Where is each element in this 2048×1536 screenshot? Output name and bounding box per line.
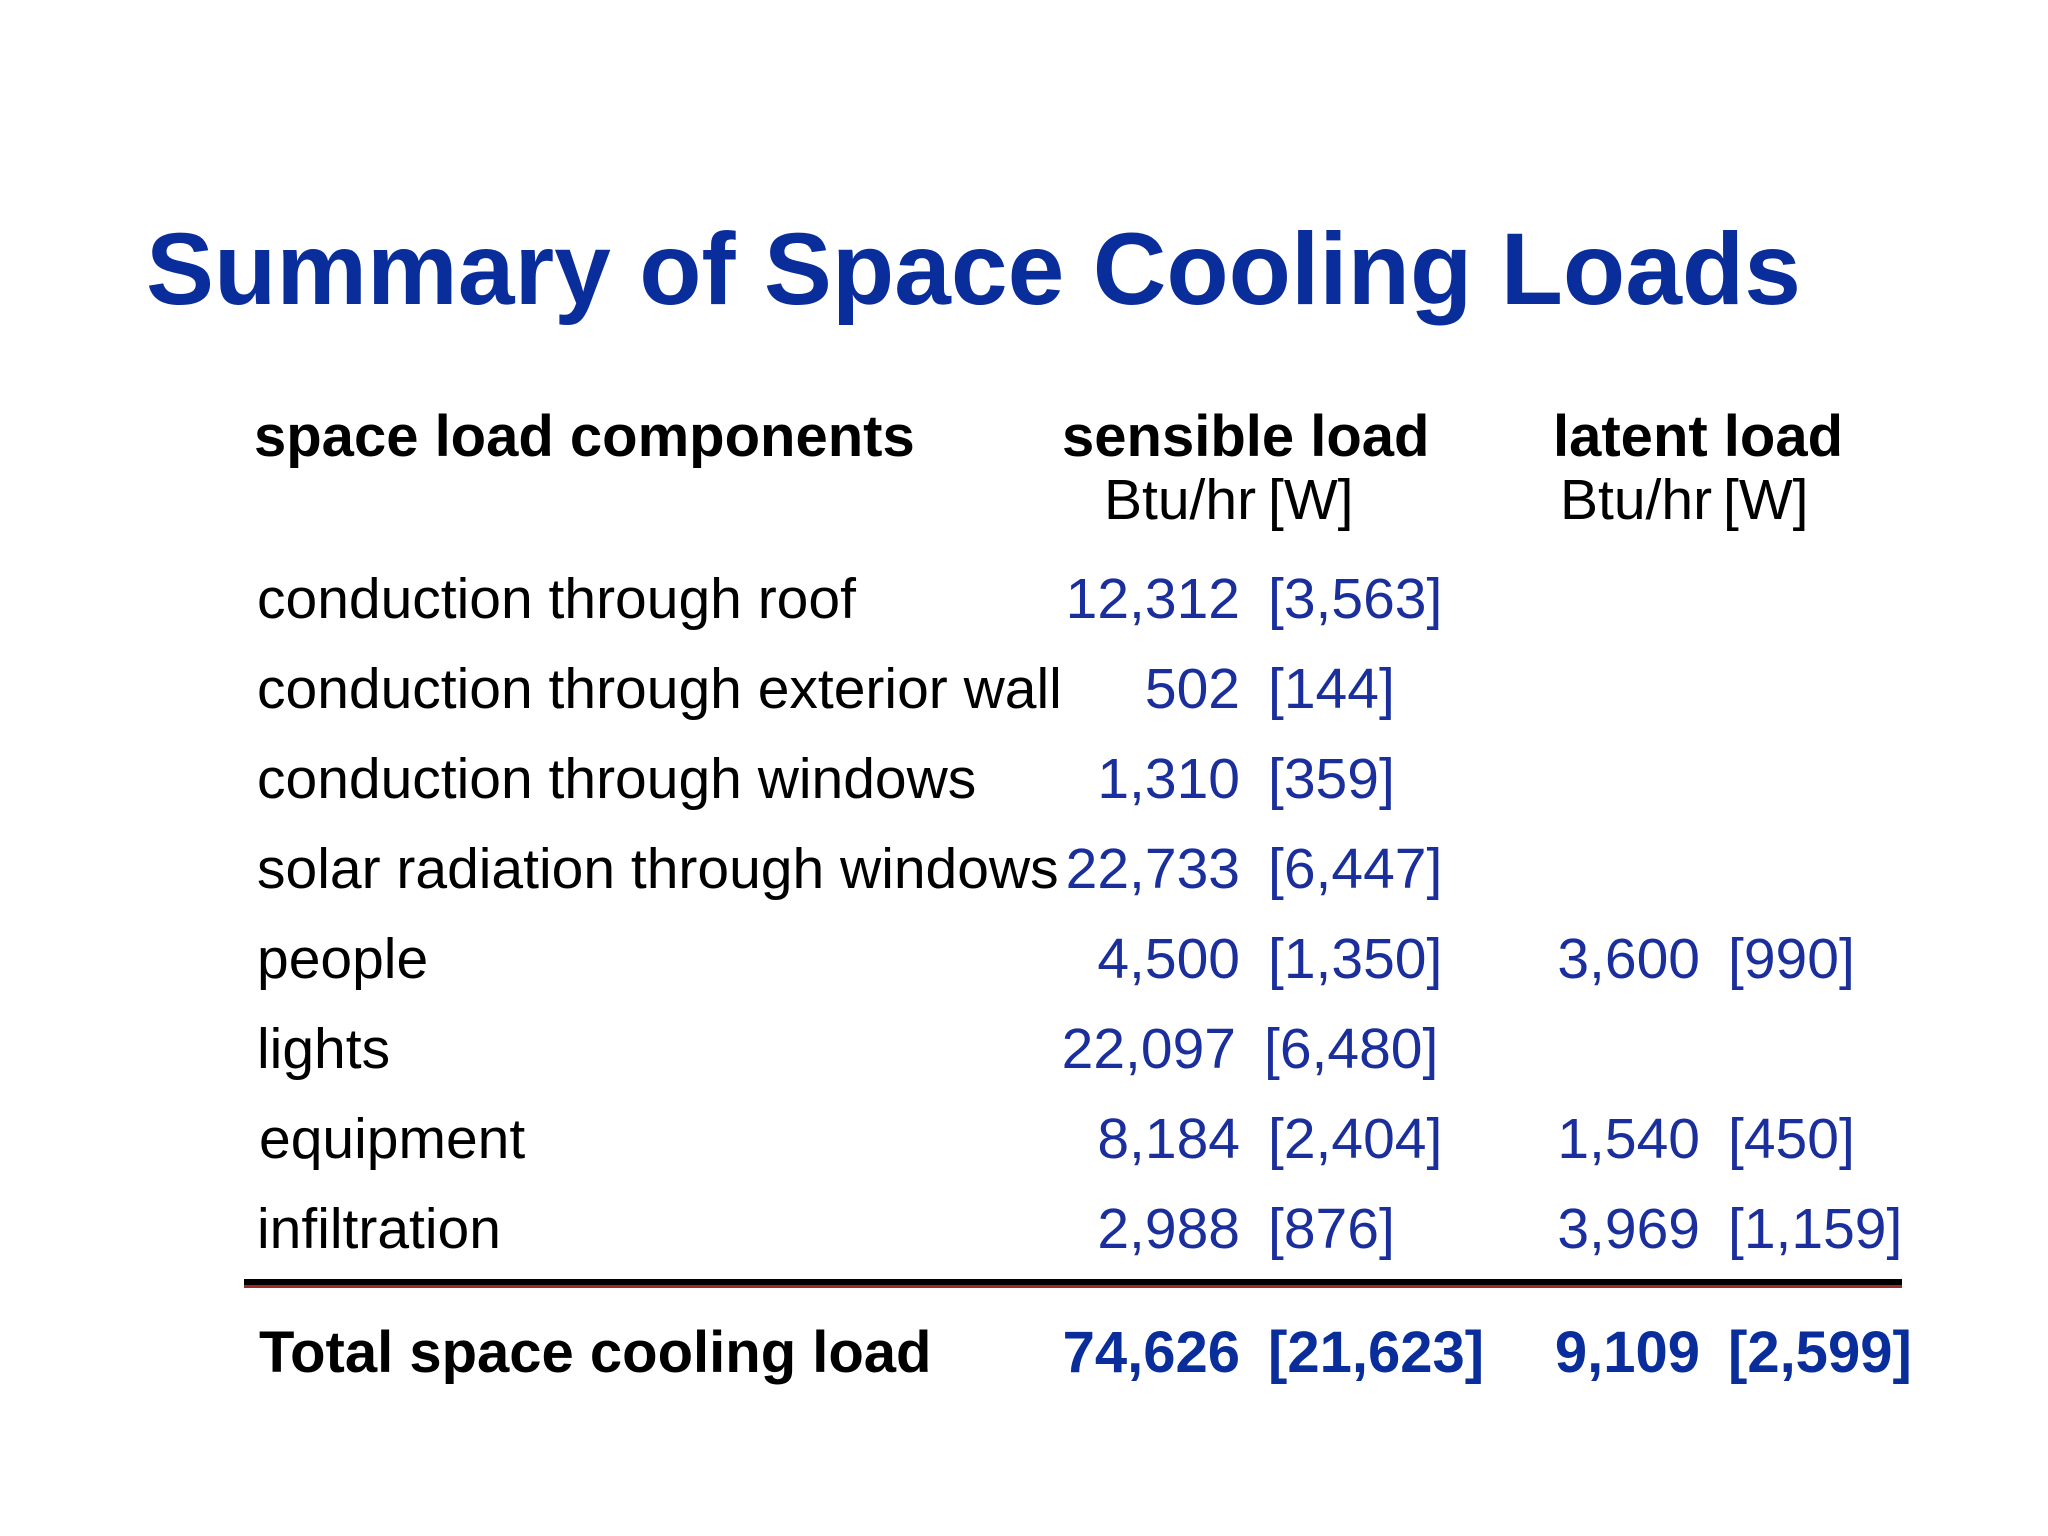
total-sensible-btu: 74,626 [1062, 1320, 1240, 1385]
row-label-conduction-roof: conduction through roof [257, 567, 856, 631]
total-latent-w: [2,599] [1728, 1320, 1912, 1385]
row-sensible-w-conduction-wall: [144] [1268, 657, 1395, 721]
row-label-conduction-windows: conduction through windows [257, 747, 977, 811]
total-divider [244, 1279, 1902, 1288]
row-latent-w-equipment: [450] [1728, 1107, 1855, 1171]
row-label-equipment: equipment [259, 1107, 526, 1171]
row-label-solar-radiation: solar radiation through windows [257, 837, 1059, 901]
row-latent-w-people: [990] [1728, 927, 1855, 991]
row-sensible-btu-infiltration: 2,988 [1097, 1197, 1240, 1261]
row-sensible-btu-people: 4,500 [1097, 927, 1240, 991]
total-sensible-w: [21,623] [1268, 1320, 1485, 1385]
header-sensible-units-btu: Btu/hr [1104, 468, 1257, 532]
row-sensible-btu-conduction-wall: 502 [1144, 657, 1240, 721]
row-label-lights: lights [257, 1017, 391, 1081]
header-components: space load components [254, 404, 915, 469]
row-sensible-btu-conduction-windows: 1,310 [1097, 747, 1240, 811]
header-sensible-units-w: [W] [1268, 468, 1354, 532]
row-sensible-btu-equipment: 8,184 [1097, 1107, 1240, 1171]
header-latent-units-w: [W] [1723, 468, 1809, 532]
row-label-people: people [257, 927, 429, 991]
row-sensible-w-conduction-windows: [359] [1268, 747, 1395, 811]
row-latent-btu-infiltration: 3,969 [1557, 1197, 1700, 1261]
row-latent-btu-people: 3,600 [1557, 927, 1700, 991]
row-sensible-btu-lights: 22,097 [1061, 1017, 1236, 1081]
row-sensible-btu-conduction-roof: 12,312 [1065, 567, 1240, 631]
row-sensible-w-people: [1,350] [1268, 927, 1443, 991]
total-latent-btu: 9,109 [1554, 1320, 1700, 1385]
row-sensible-w-infiltration: [876] [1268, 1197, 1395, 1261]
row-latent-w-infiltration: [1,159] [1728, 1197, 1903, 1261]
total-label: Total space cooling load [259, 1320, 932, 1385]
header-sensible: sensible load [1062, 404, 1430, 469]
row-sensible-w-solar-radiation: [6,447] [1268, 837, 1443, 901]
row-label-conduction-wall: conduction through exterior wall [257, 657, 1062, 721]
header-latent-units-btu: Btu/hr [1560, 468, 1713, 532]
slide-title: Summary of Space Cooling Loads [146, 212, 1801, 326]
header-latent: latent load [1553, 404, 1844, 469]
row-sensible-btu-solar-radiation: 22,733 [1065, 837, 1240, 901]
row-label-infiltration: infiltration [257, 1197, 501, 1261]
row-latent-btu-equipment: 1,540 [1557, 1107, 1700, 1171]
row-sensible-w-lights: [6,480] [1264, 1017, 1439, 1081]
row-sensible-w-equipment: [2,404] [1268, 1107, 1443, 1171]
row-sensible-w-conduction-roof: [3,563] [1268, 567, 1443, 631]
